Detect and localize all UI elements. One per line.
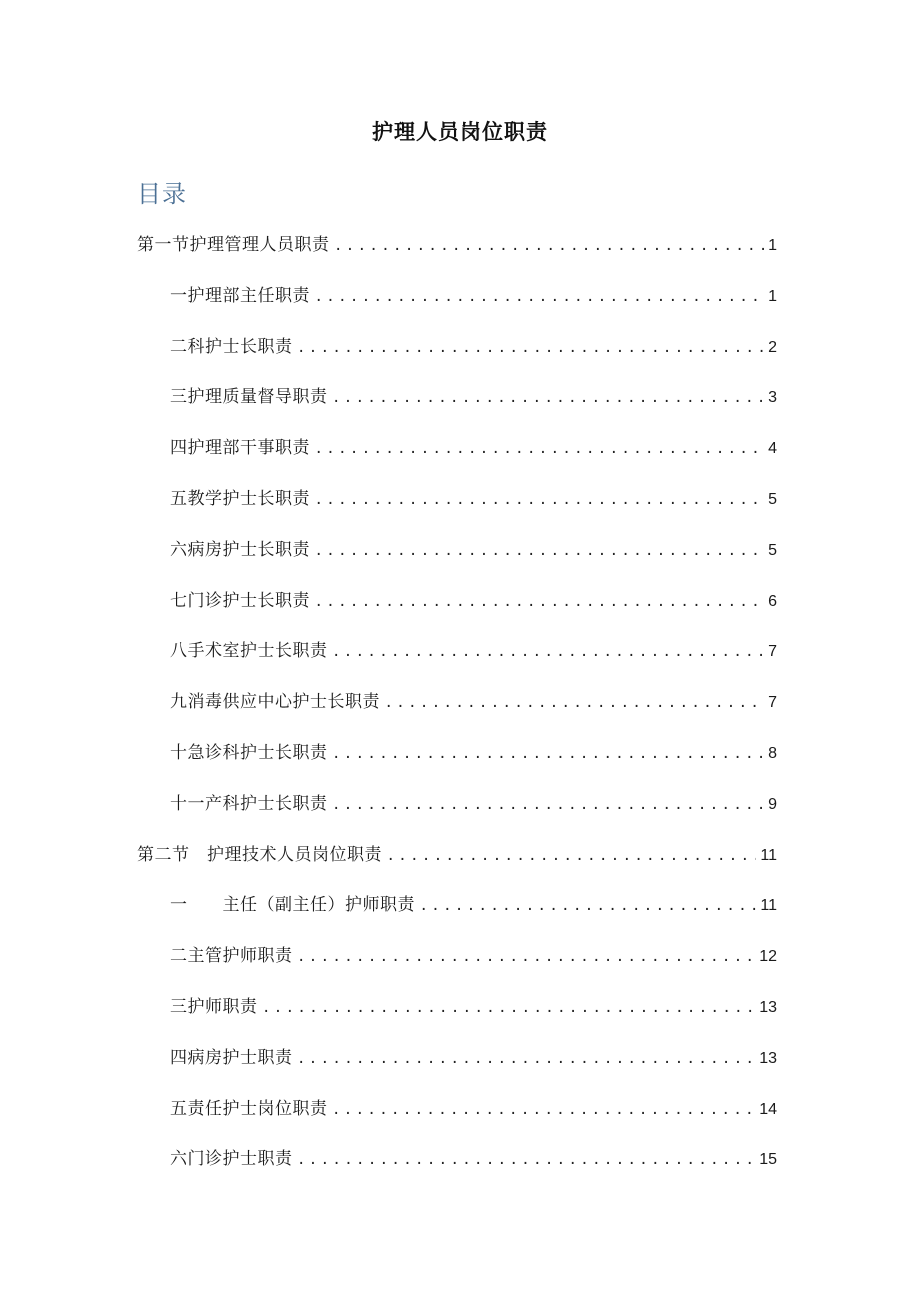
document-title: 护理人员岗位职责 <box>372 120 548 144</box>
toc-page-number: 1 <box>768 287 777 305</box>
toc-dot-leader <box>316 482 764 516</box>
toc-subsection-entry[interactable] <box>137 990 777 1041</box>
toc-page-number: 12 <box>759 948 777 966</box>
toc-page-number: 6 <box>768 592 777 610</box>
toc-page-number: 8 <box>768 744 777 762</box>
toc-heading: 目录 <box>137 180 187 208</box>
toc-section-entry[interactable] <box>137 838 777 889</box>
toc-subsection-entry[interactable] <box>137 482 777 533</box>
toc-subsection-entry[interactable] <box>137 1092 777 1143</box>
toc-page-number: 7 <box>768 694 777 712</box>
toc-entry-title: 一 主任（副主任）护师职责 <box>170 895 415 916</box>
toc-dot-leader <box>299 939 756 973</box>
toc-entry-title: 一护理部主任职责 <box>170 285 310 306</box>
toc-entry-title: 六病房护士长职责 <box>170 539 310 560</box>
toc-entry-title: 七门诊护士长职责 <box>170 590 310 611</box>
toc-entry-title: 二主管护师职责 <box>170 946 293 967</box>
toc-subsection-entry[interactable] <box>137 888 777 939</box>
toc-subsection-entry[interactable] <box>137 1142 777 1193</box>
toc-entry-title: 四护理部干事职责 <box>170 438 310 459</box>
toc-subsection-entry[interactable] <box>137 279 777 330</box>
toc-page-number: 3 <box>768 389 777 407</box>
toc-dot-leader <box>334 736 765 770</box>
toc-entry-title: 六门诊护士职责 <box>170 1149 293 1170</box>
toc-page-number: 15 <box>759 1151 777 1169</box>
toc-dot-leader <box>299 1142 756 1176</box>
toc-subsection-entry[interactable] <box>137 685 777 736</box>
toc-dot-leader <box>388 838 756 872</box>
table-of-contents <box>137 228 777 1193</box>
toc-entry-title: 三护师职责 <box>170 996 258 1017</box>
toc-entry-title: 五责任护士岗位职责 <box>170 1098 328 1119</box>
toc-dot-leader <box>334 634 765 668</box>
toc-page-number: 11 <box>760 846 777 864</box>
toc-entry-title: 十一产科护士长职责 <box>170 793 328 814</box>
toc-entry-title: 三护理质量督导职责 <box>170 387 328 408</box>
toc-subsection-entry[interactable] <box>137 1041 777 1092</box>
toc-dot-leader <box>316 431 764 465</box>
toc-dot-leader <box>316 533 764 567</box>
toc-dot-leader <box>334 1092 756 1126</box>
toc-subsection-entry[interactable] <box>137 330 777 381</box>
toc-dot-leader <box>336 228 765 262</box>
toc-page-number: 7 <box>768 643 777 661</box>
toc-entry-title: 二科护士长职责 <box>170 336 293 357</box>
toc-page-number: 13 <box>759 1049 777 1067</box>
toc-dot-leader <box>299 330 765 364</box>
toc-dot-leader <box>334 787 765 821</box>
toc-subsection-entry[interactable] <box>137 787 777 838</box>
toc-dot-leader <box>334 380 765 414</box>
toc-page-number: 5 <box>768 490 777 508</box>
toc-subsection-entry[interactable] <box>137 533 777 584</box>
toc-dot-leader <box>316 584 764 618</box>
toc-dot-leader <box>264 990 756 1024</box>
toc-entry-title: 五教学护士长职责 <box>170 488 310 509</box>
toc-entry-title: 四病房护士职责 <box>170 1047 293 1068</box>
toc-subsection-entry[interactable] <box>137 736 777 787</box>
toc-dot-leader <box>421 888 756 922</box>
toc-page-number: 1 <box>768 237 777 254</box>
toc-dot-leader <box>299 1041 756 1075</box>
toc-entry-title: 九消毒供应中心护士长职责 <box>170 692 380 713</box>
toc-page-number: 4 <box>768 440 777 458</box>
toc-subsection-entry[interactable] <box>137 431 777 482</box>
toc-page-number: 13 <box>759 998 777 1016</box>
toc-section-entry[interactable] <box>137 228 777 279</box>
toc-page-number: 5 <box>768 541 777 559</box>
toc-page-number: 2 <box>768 338 777 356</box>
toc-subsection-entry[interactable] <box>137 634 777 685</box>
toc-dot-leader <box>316 279 764 313</box>
toc-entry-title: 第一节护理管理人员职责 <box>137 235 330 255</box>
toc-subsection-entry[interactable] <box>137 584 777 635</box>
toc-dot-leader <box>386 685 764 719</box>
toc-entry-title: 十急诊科护士长职责 <box>170 742 328 763</box>
toc-page-number: 11 <box>760 897 777 915</box>
toc-entry-title: 八手术室护士长职责 <box>170 641 328 662</box>
toc-entry-title: 第二节 护理技术人员岗位职责 <box>137 844 382 865</box>
toc-subsection-entry[interactable] <box>137 380 777 431</box>
toc-subsection-entry[interactable] <box>137 939 777 990</box>
toc-page-number: 9 <box>768 795 777 813</box>
toc-page-number: 14 <box>759 1100 777 1118</box>
